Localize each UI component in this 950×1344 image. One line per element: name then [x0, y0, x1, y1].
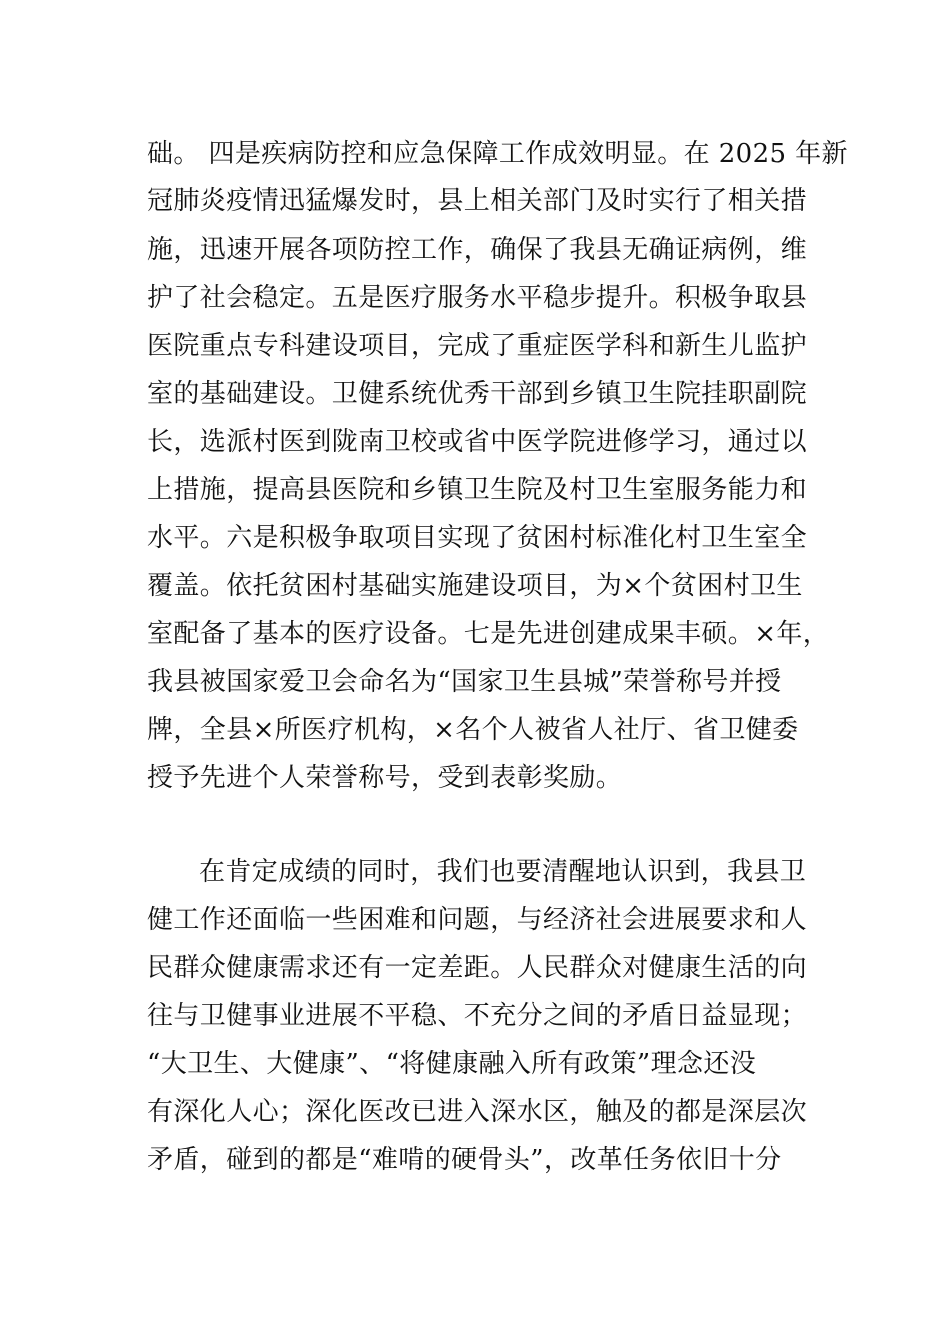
text-line: 民群众健康需求还有一定差距。人民群众对健康生活的向: [147, 953, 808, 983]
text-line: 有深化人心；深化医改已进入深水区，触及的都是深层次: [147, 1097, 808, 1127]
text-line: 护了社会稳定。五是医疗服务水平稳步提升。积极争取县: [147, 283, 808, 313]
text-line: 冠肺炎疫情迅猛爆发时，县上相关部门及时实行了相关措: [147, 186, 808, 216]
text-line: 牌，全县×所医疗机构，×名个人被省人社厅、省卫健委: [147, 715, 799, 745]
text-line: 矛盾，碰到的都是“难啃的硬骨头”，改革任务依旧十分: [147, 1145, 782, 1175]
text-line: 在肯定成绩的同时，我们也要清醒地认识到，我县卫: [199, 857, 807, 887]
text-line: 覆盖。依托贫困村基础实施建设项目，为×个贫困村卫生: [147, 571, 803, 601]
text-line: 授予先进个人荣誉称号，受到表彰奖励。: [147, 763, 623, 793]
text-line: 往与卫健事业进展不平稳、不充分之间的矛盾日益显现；: [147, 1001, 808, 1031]
text-line: 施，迅速开展各项防控工作，确保了我县无确证病例，维: [147, 235, 808, 265]
text-line: 室的基础建设。卫健系统优秀干部到乡镇卫生院挂职副院: [147, 379, 808, 409]
text-line: 水平。六是积极争取项目实现了贫困村标准化村卫生室全: [147, 523, 808, 553]
text-line: 医院重点专科建设项目，完成了重症医学科和新生儿监护: [147, 331, 808, 361]
text-line: “大卫生、大健康”、“将健康融入所有政策”理念还没: [147, 1049, 757, 1079]
text-line: 室配备了基本的医疗设备。七是先进创建成果丰硕。×年，: [147, 619, 830, 649]
text-line: 上措施，提高县医院和乡镇卫生院及村卫生室服务能力和: [147, 475, 808, 505]
text-line: 我县被国家爱卫会命名为“国家卫生县城”荣誉称号并授: [147, 667, 782, 697]
text-line: 础。 四是疾病防控和应急保障工作成效明显。在 2025 年新: [147, 139, 848, 169]
text-line: 健工作还面临一些困难和问题，与经济社会进展要求和人: [147, 905, 808, 935]
text-line: 长，选派村医到陇南卫校或省中医学院进修学习，通过以: [147, 427, 808, 457]
